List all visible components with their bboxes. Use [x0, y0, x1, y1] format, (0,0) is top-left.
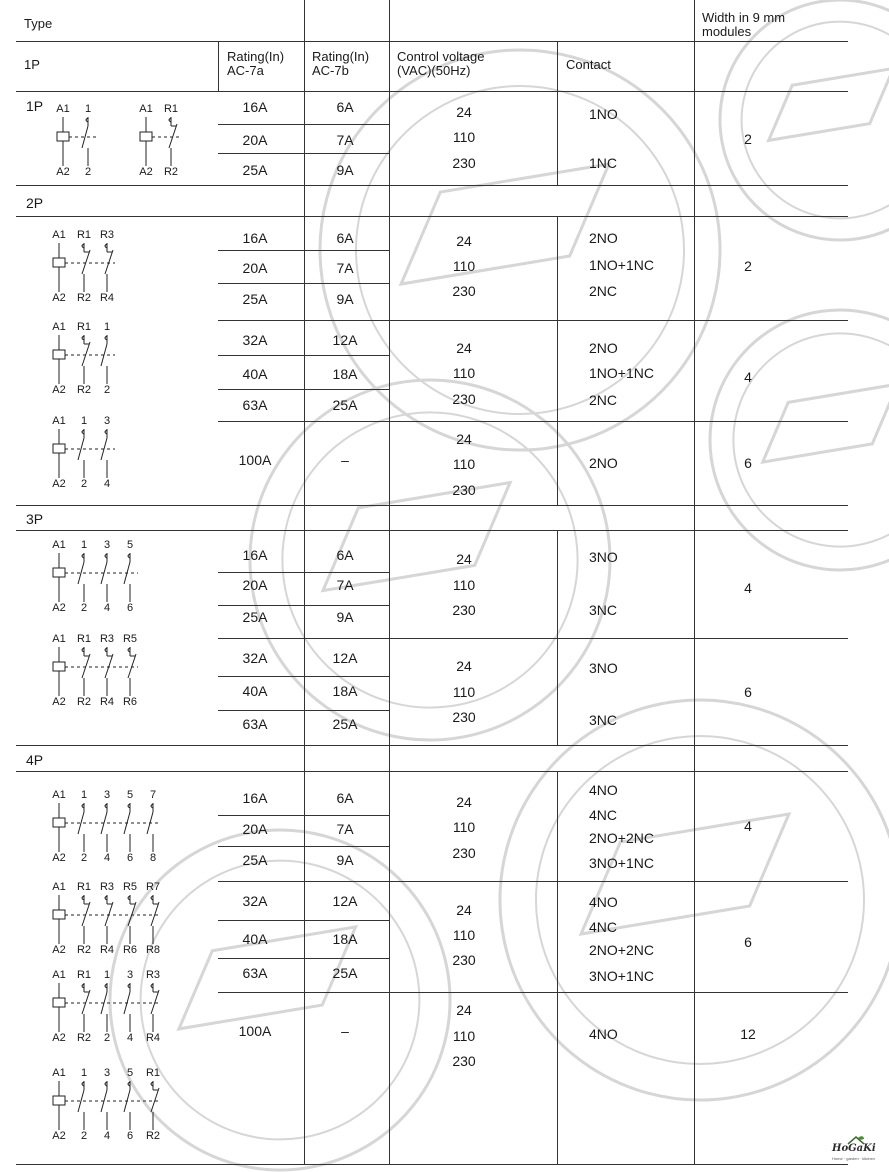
terminal-label: 2: [103, 384, 111, 396]
rating-ac7a: 40A: [242, 366, 268, 382]
control-voltage: 230: [452, 283, 476, 299]
contact-type: 4NO: [589, 1026, 618, 1042]
terminal-label: R2: [76, 696, 92, 708]
terminal-label: 2: [103, 1032, 111, 1044]
section-rule: [16, 216, 848, 217]
terminal-label: A1: [52, 321, 66, 333]
contact-type: 2NO: [589, 230, 618, 246]
control-voltage: 24: [456, 233, 472, 249]
rating-ac7a: 16A: [242, 790, 268, 806]
terminal-label: 4: [103, 478, 111, 490]
contact-type: 2NO+2NC: [589, 830, 654, 846]
module-width: 2: [744, 258, 752, 274]
terminal-label: A1: [52, 633, 66, 645]
watermark-mark: [662, 262, 889, 617]
contact-type: 3NO: [589, 660, 618, 676]
rating-ac7b: 12A: [332, 893, 358, 909]
control-voltage: 110: [452, 1028, 476, 1044]
rating-ac7a: 25A: [242, 609, 268, 625]
control-voltage: 110: [452, 927, 476, 943]
module-width: 2: [744, 131, 752, 147]
section-rule: [16, 530, 848, 531]
contact-type: 1NO+1NC: [589, 257, 654, 273]
terminal-label: A2: [52, 852, 66, 864]
rating-ac7b: 18A: [332, 683, 358, 699]
control-voltage: 230: [452, 391, 476, 407]
rating-ac7b: 7A: [336, 132, 354, 148]
rating-ac7b: 18A: [332, 931, 358, 947]
rating-ac7a: 20A: [242, 577, 268, 593]
control-voltage: 24: [456, 431, 472, 447]
terminal-label: 1: [103, 321, 111, 333]
contact-type: 4NO: [589, 782, 618, 798]
terminal-label: 6: [126, 1130, 134, 1142]
terminal-label: R2: [76, 944, 92, 956]
terminal-label: R2: [76, 292, 92, 304]
rating-ac7b: 25A: [332, 716, 358, 732]
contact-type: 1NO+1NC: [589, 365, 654, 381]
terminal-label: R4: [145, 1032, 161, 1044]
control-voltage: 230: [452, 155, 476, 171]
module-width: 4: [744, 580, 752, 596]
header-rating-a: Rating(In): [227, 49, 285, 64]
terminal-label: 5: [126, 539, 134, 551]
column-divider: [218, 41, 219, 91]
terminal-label: A2: [52, 292, 66, 304]
terminal-label: R1: [163, 103, 179, 115]
header-rating-b-sub: AC-7b: [312, 63, 349, 78]
control-voltage: 230: [452, 845, 476, 861]
terminal-label: R7: [145, 881, 161, 893]
rating-ac7b: 6A: [336, 790, 354, 806]
rating-ac7b: 9A: [336, 162, 354, 178]
module-width: 6: [744, 684, 752, 700]
terminal-label: 6: [126, 852, 134, 864]
control-voltage: 110: [452, 129, 476, 145]
terminal-label: 1: [80, 789, 88, 801]
terminal-label: 4: [103, 1130, 111, 1142]
control-voltage: 110: [452, 819, 476, 835]
terminal-label: 1: [80, 1067, 88, 1079]
rating-ac7a: 25A: [242, 291, 268, 307]
rating-ac7b: 25A: [332, 965, 358, 981]
control-voltage: 230: [452, 602, 476, 618]
watermark-mark: [427, 627, 889, 1172]
rating-ac7b: 9A: [336, 291, 354, 307]
control-voltage: 24: [456, 340, 472, 356]
contact-type: 2NO+2NC: [589, 942, 654, 958]
terminal-label: R4: [99, 696, 115, 708]
column-divider: [557, 530, 558, 745]
control-voltage: 110: [452, 258, 476, 274]
terminal-label: R6: [122, 696, 138, 708]
rating-ac7a: 25A: [242, 162, 268, 178]
terminal-label: A2: [52, 1032, 66, 1044]
header-pole: 1P: [24, 57, 40, 72]
terminal-label: R4: [99, 944, 115, 956]
terminal-label: 2: [80, 1130, 88, 1142]
terminal-label: 1: [80, 415, 88, 427]
terminal-label: 5: [126, 789, 134, 801]
terminal-label: R1: [76, 881, 92, 893]
terminal-label: A1: [52, 789, 66, 801]
terminal-label: R3: [145, 969, 161, 981]
terminal-label: A2: [52, 944, 66, 956]
terminal-label: A1: [56, 103, 70, 115]
rating-ac7b: 12A: [332, 650, 358, 666]
terminal-label: 1: [103, 969, 111, 981]
terminal-label: 1: [84, 103, 92, 115]
header-width: Width in 9 mm: [702, 10, 786, 25]
rating-ac7a: 20A: [242, 132, 268, 148]
contact-type: 3NO: [589, 549, 618, 565]
terminal-label: R5: [122, 633, 138, 645]
terminal-label: R1: [76, 969, 92, 981]
module-width: 12: [740, 1026, 756, 1042]
terminal-label: R2: [163, 166, 179, 178]
control-voltage: 110: [452, 456, 476, 472]
terminal-label: R1: [76, 321, 92, 333]
terminal-label: 2: [80, 602, 88, 614]
group-title-1p: 1P: [26, 98, 44, 114]
terminal-label: 3: [126, 969, 134, 981]
header-bottom-rule: [16, 91, 848, 92]
rating-ac7b: 7A: [336, 577, 354, 593]
watermark-mark: [247, 0, 793, 523]
terminal-label: 7: [149, 789, 157, 801]
terminal-label: A1: [139, 103, 153, 115]
control-voltage: 230: [452, 1053, 476, 1069]
rating-ac7b: 6A: [336, 99, 354, 115]
terminal-label: R2: [145, 1130, 161, 1142]
terminal-label: R4: [99, 292, 115, 304]
module-width: 4: [744, 369, 752, 385]
contact-type: 3NC: [589, 712, 618, 728]
section-4p: 4P: [26, 752, 44, 768]
terminal-label: 3: [103, 1067, 111, 1079]
control-voltage: 110: [452, 577, 476, 593]
terminal-label: R8: [145, 944, 161, 956]
terminal-label: R2: [76, 1032, 92, 1044]
header-rating-b: Rating(In): [312, 49, 370, 64]
rating-ac7b: 25A: [332, 397, 358, 413]
terminal-label: 3: [103, 415, 111, 427]
rating-ac7a: 63A: [242, 716, 268, 732]
contact-type: 4NO: [589, 894, 618, 910]
contact-type: 4NC: [589, 919, 618, 935]
contact-type: 1NC: [589, 155, 618, 171]
terminal-label: 8: [149, 852, 157, 864]
section-2p: 2P: [26, 195, 44, 211]
terminal-label: R5: [122, 881, 138, 893]
rating-ac7a: 16A: [242, 547, 268, 563]
terminal-label: A2: [52, 1130, 66, 1142]
terminal-label: A1: [52, 969, 66, 981]
terminal-label: R3: [99, 229, 115, 241]
contact-type: 4NC: [589, 807, 618, 823]
control-voltage: 24: [456, 104, 472, 120]
terminal-label: 1: [80, 539, 88, 551]
contact-type: 3NO+1NC: [589, 855, 654, 871]
rating-ac7a: 63A: [242, 397, 268, 413]
rating-ac7b: 18A: [332, 366, 358, 382]
terminal-label: 2: [80, 852, 88, 864]
contact-type: 1NO: [589, 106, 618, 122]
terminal-label: R1: [76, 633, 92, 645]
rating-ac7a: 16A: [242, 230, 268, 246]
terminal-label: 5: [126, 1067, 134, 1079]
control-voltage: 110: [452, 365, 476, 381]
section-rule: [16, 745, 848, 746]
module-width: 6: [744, 455, 752, 471]
rating-ac7a: 100A: [238, 452, 272, 468]
brand-tagline: Home · garden · kitchen: [832, 1156, 875, 1161]
header-type: Type: [24, 16, 53, 31]
terminal-label: 2: [80, 478, 88, 490]
rating-ac7a: 20A: [242, 260, 268, 276]
group-rule: [218, 881, 848, 882]
terminal-label: A2: [52, 384, 66, 396]
section-rule: [16, 771, 848, 772]
rating-ac7b: –: [341, 452, 349, 468]
rating-ac7a: 16A: [242, 99, 268, 115]
rating-ac7a: 25A: [242, 852, 268, 868]
module-width: 6: [744, 934, 752, 950]
rating-ac7a: 40A: [242, 931, 268, 947]
header-rating-a-sub: AC-7a: [227, 63, 264, 78]
column-divider: [557, 41, 558, 185]
rating-ac7a: 32A: [242, 332, 268, 348]
group-rule: [218, 421, 848, 422]
column-divider: [557, 771, 558, 1164]
column-divider: [694, 0, 695, 1164]
rating-ac7a: 100A: [238, 1023, 272, 1039]
control-voltage: 24: [456, 551, 472, 567]
terminal-label: R1: [145, 1067, 161, 1079]
contact-type: 3NC: [589, 602, 618, 618]
rating-ac7b: 6A: [336, 230, 354, 246]
header-voltage: Control voltage: [397, 49, 485, 64]
section-3p: 3P: [26, 511, 44, 527]
control-voltage: 230: [452, 482, 476, 498]
rating-ac7b: 12A: [332, 332, 358, 348]
group-rule: [218, 638, 848, 639]
terminal-label: A2: [52, 696, 66, 708]
rating-ac7a: 63A: [242, 965, 268, 981]
terminal-label: 2: [84, 166, 92, 178]
header-width-sub: modules: [702, 24, 752, 39]
rating-ac7b: 9A: [336, 609, 354, 625]
section-rule: [16, 505, 848, 506]
rating-ac7b: 9A: [336, 852, 354, 868]
control-voltage: 24: [456, 1002, 472, 1018]
contact-type: 2NO: [589, 340, 618, 356]
terminal-label: A2: [52, 478, 66, 490]
contact-type: 2NC: [589, 283, 618, 299]
terminal-label: A1: [52, 415, 66, 427]
rating-ac7b: 6A: [336, 547, 354, 563]
control-voltage: 24: [456, 658, 472, 674]
terminal-label: A2: [56, 166, 70, 178]
header-contact: Contact: [566, 57, 611, 72]
terminal-label: R2: [76, 384, 92, 396]
terminal-label: 6: [126, 602, 134, 614]
brand-name: HoGaKi: [832, 1143, 876, 1154]
terminal-label: A1: [52, 229, 66, 241]
terminal-label: 3: [103, 789, 111, 801]
rating-ac7b: 7A: [336, 821, 354, 837]
control-voltage: 24: [456, 902, 472, 918]
terminal-label: A1: [52, 881, 66, 893]
brand-logo: [832, 1135, 888, 1165]
header-rule: [16, 41, 848, 42]
terminal-label: 4: [103, 852, 111, 864]
terminal-label: R1: [76, 229, 92, 241]
column-divider: [557, 216, 558, 505]
terminal-label: R3: [99, 881, 115, 893]
group-rule: [218, 992, 848, 993]
terminal-label: A2: [139, 166, 153, 178]
terminal-label: A1: [52, 1067, 66, 1079]
terminal-label: 3: [103, 539, 111, 551]
control-voltage: 110: [452, 684, 476, 700]
terminal-label: 4: [126, 1032, 134, 1044]
contact-type: 3NO+1NC: [589, 968, 654, 984]
header-voltage-sub: (VAC)(50Hz): [397, 63, 471, 78]
terminal-label: 4: [103, 602, 111, 614]
section-rule: [16, 185, 848, 186]
control-voltage: 230: [452, 709, 476, 725]
control-voltage: 230: [452, 952, 476, 968]
table-bottom-rule: [16, 1164, 848, 1165]
module-width: 4: [744, 818, 752, 834]
column-divider: [304, 0, 305, 1164]
contact-type: 2NC: [589, 392, 618, 408]
rating-ac7a: 40A: [242, 683, 268, 699]
rating-ac7b: –: [341, 1023, 349, 1039]
rating-ac7a: 32A: [242, 650, 268, 666]
rating-ac7a: 20A: [242, 821, 268, 837]
rating-ac7a: 32A: [242, 893, 268, 909]
column-divider: [389, 0, 390, 1164]
control-voltage: 24: [456, 794, 472, 810]
contact-type: 2NO: [589, 455, 618, 471]
watermark-mark: [676, 0, 889, 284]
rating-ac7b: 7A: [336, 260, 354, 276]
terminal-label: A1: [52, 539, 66, 551]
terminal-label: R6: [122, 944, 138, 956]
group-rule: [218, 320, 848, 321]
terminal-label: R3: [99, 633, 115, 645]
terminal-label: A2: [52, 602, 66, 614]
